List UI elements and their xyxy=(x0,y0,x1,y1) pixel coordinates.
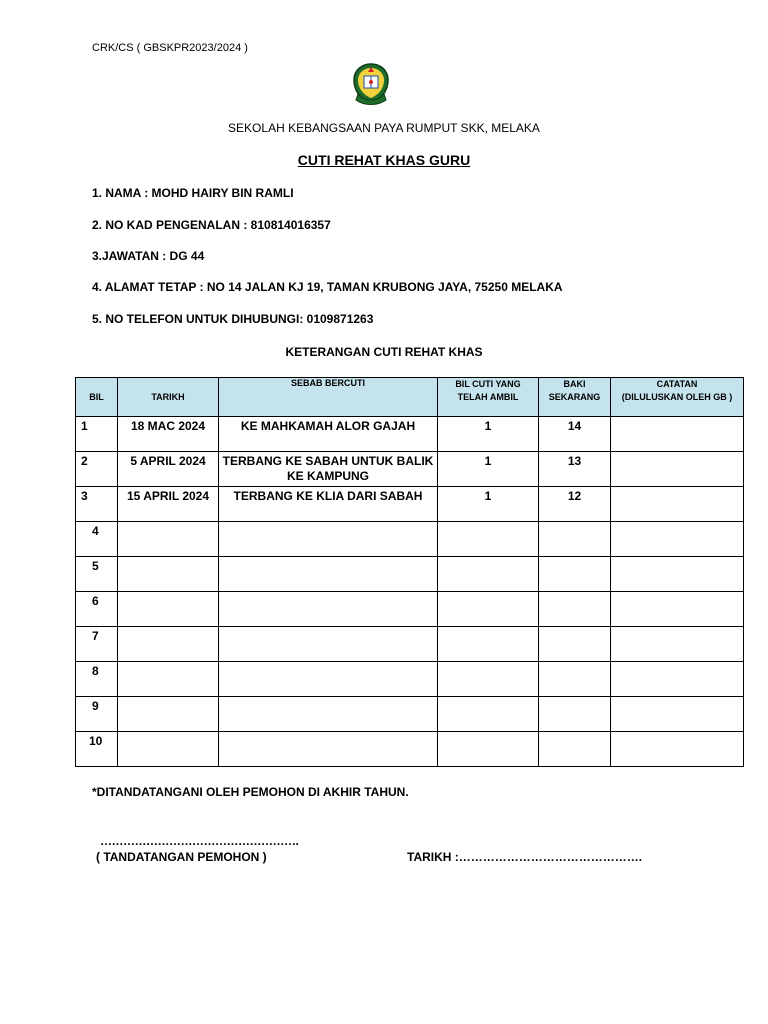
cell-tarikh xyxy=(118,627,219,662)
cell-sebab: KE MAHKAMAH ALOR GAJAH xyxy=(219,417,438,452)
cell-bil: 5 xyxy=(76,557,118,592)
date-line: TARIKH :………………………………………. xyxy=(407,850,643,864)
cell-tarikh xyxy=(118,522,219,557)
document-title: CUTI REHAT KHAS GURU xyxy=(297,152,471,168)
cell-baki xyxy=(539,662,611,697)
cell-tarikh: 18 MAC 2024 xyxy=(118,417,219,452)
cell-bil: 2 xyxy=(76,452,118,487)
cell-baki xyxy=(539,732,611,767)
table-row xyxy=(76,487,744,522)
cell-bil-cuti: 1 xyxy=(438,452,539,487)
cell-baki xyxy=(539,557,611,592)
table-row xyxy=(76,592,744,627)
cell-bil-cuti xyxy=(438,732,539,767)
cell-sebab: TERBANG KE SABAH UNTUK BALIK KE KAMPUNG xyxy=(219,452,438,487)
signature-line: ……………………………………………. xyxy=(100,834,299,848)
cell-catatan xyxy=(611,522,744,557)
table-row xyxy=(76,697,744,732)
cell-bil: 3 xyxy=(76,487,118,522)
table-row xyxy=(76,417,744,452)
cell-bil-cuti xyxy=(438,697,539,732)
cell-sebab xyxy=(219,662,438,697)
table-header-row xyxy=(76,378,744,417)
cell-bil-cuti xyxy=(438,592,539,627)
cell-sebab xyxy=(219,557,438,592)
table-row xyxy=(76,452,744,487)
cell-bil: 4 xyxy=(76,522,118,557)
cell-baki xyxy=(539,627,611,662)
cell-baki: 13 xyxy=(539,452,611,487)
cell-bil: 10 xyxy=(76,732,118,767)
header-bil: BIL xyxy=(76,378,118,417)
table-row xyxy=(76,662,744,697)
header-baki: BAKI SEKARANG xyxy=(539,378,611,417)
cell-sebab: TERBANG KE KLIA DARI SABAH xyxy=(219,487,438,522)
cell-baki xyxy=(539,697,611,732)
header-tarikh: TARIKH xyxy=(118,378,219,417)
cell-tarikh xyxy=(118,662,219,697)
cell-bil-cuti xyxy=(438,522,539,557)
cell-baki: 14 xyxy=(539,417,611,452)
reference-code: CRK/CS ( GBSKPR2023/2024 ) xyxy=(92,42,248,54)
cell-catatan xyxy=(611,452,744,487)
applicant-ic-number: 2. NO KAD PENGENALAN : 810814016357 xyxy=(92,218,331,232)
cell-catatan xyxy=(611,662,744,697)
cell-sebab xyxy=(219,522,438,557)
school-crest-icon xyxy=(350,62,392,108)
table-row xyxy=(76,732,744,767)
cell-bil-cuti xyxy=(438,557,539,592)
cell-bil: 6 xyxy=(76,592,118,627)
cell-sebab xyxy=(219,697,438,732)
cell-bil: 7 xyxy=(76,627,118,662)
cell-baki xyxy=(539,592,611,627)
header-catatan: CATATAN (DILULUSKAN OLEH GB ) xyxy=(611,378,744,417)
cell-catatan xyxy=(611,487,744,522)
applicant-phone: 5. NO TELEFON UNTUK DIHUBUNGI: 0109871263 xyxy=(92,312,374,326)
header-sebab: SEBAB BERCUTI xyxy=(219,378,438,417)
cell-tarikh xyxy=(118,732,219,767)
cell-tarikh: 15 APRIL 2024 xyxy=(118,487,219,522)
cell-catatan xyxy=(611,592,744,627)
applicant-position: 3.JAWATAN : DG 44 xyxy=(92,249,205,263)
cell-catatan xyxy=(611,697,744,732)
cell-bil: 8 xyxy=(76,662,118,697)
cell-tarikh xyxy=(118,697,219,732)
cell-bil: 1 xyxy=(76,417,118,452)
signature-label: ( TANDATANGAN PEMOHON ) xyxy=(96,850,267,864)
cell-bil-cuti xyxy=(438,627,539,662)
cell-catatan xyxy=(611,732,744,767)
cell-catatan xyxy=(611,417,744,452)
cell-bil-cuti: 1 xyxy=(438,417,539,452)
header-bil-cuti: BIL CUTI YANG TELAH AMBIL xyxy=(438,378,539,417)
cell-tarikh xyxy=(118,592,219,627)
cell-catatan xyxy=(611,557,744,592)
cell-bil-cuti: 1 xyxy=(438,487,539,522)
table-row xyxy=(76,522,744,557)
cell-baki: 12 xyxy=(539,487,611,522)
cell-tarikh xyxy=(118,557,219,592)
section-title: KETERANGAN CUTI REHAT KHAS xyxy=(285,345,483,359)
cell-sebab xyxy=(219,732,438,767)
applicant-address: 4. ALAMAT TETAP : NO 14 JALAN KJ 19, TAMAN KRUBONG JAYA, 75250 MELAKA xyxy=(92,280,563,294)
cell-catatan xyxy=(611,627,744,662)
leave-table xyxy=(75,377,744,767)
table-row xyxy=(76,627,744,662)
cell-tarikh: 5 APRIL 2024 xyxy=(118,452,219,487)
cell-sebab xyxy=(219,592,438,627)
cell-baki xyxy=(539,522,611,557)
table-row xyxy=(76,557,744,592)
applicant-name: 1. NAMA : MOHD HAIRY BIN RAMLI xyxy=(92,186,294,200)
signature-note: *DITANDATANGANI OLEH PEMOHON DI AKHIR TAHUN. xyxy=(92,785,409,799)
cell-bil: 9 xyxy=(76,697,118,732)
cell-sebab xyxy=(219,627,438,662)
school-name: SEKOLAH KEBANGSAAN PAYA RUMPUT SKK, MELAKA xyxy=(228,121,540,135)
cell-bil-cuti xyxy=(438,662,539,697)
